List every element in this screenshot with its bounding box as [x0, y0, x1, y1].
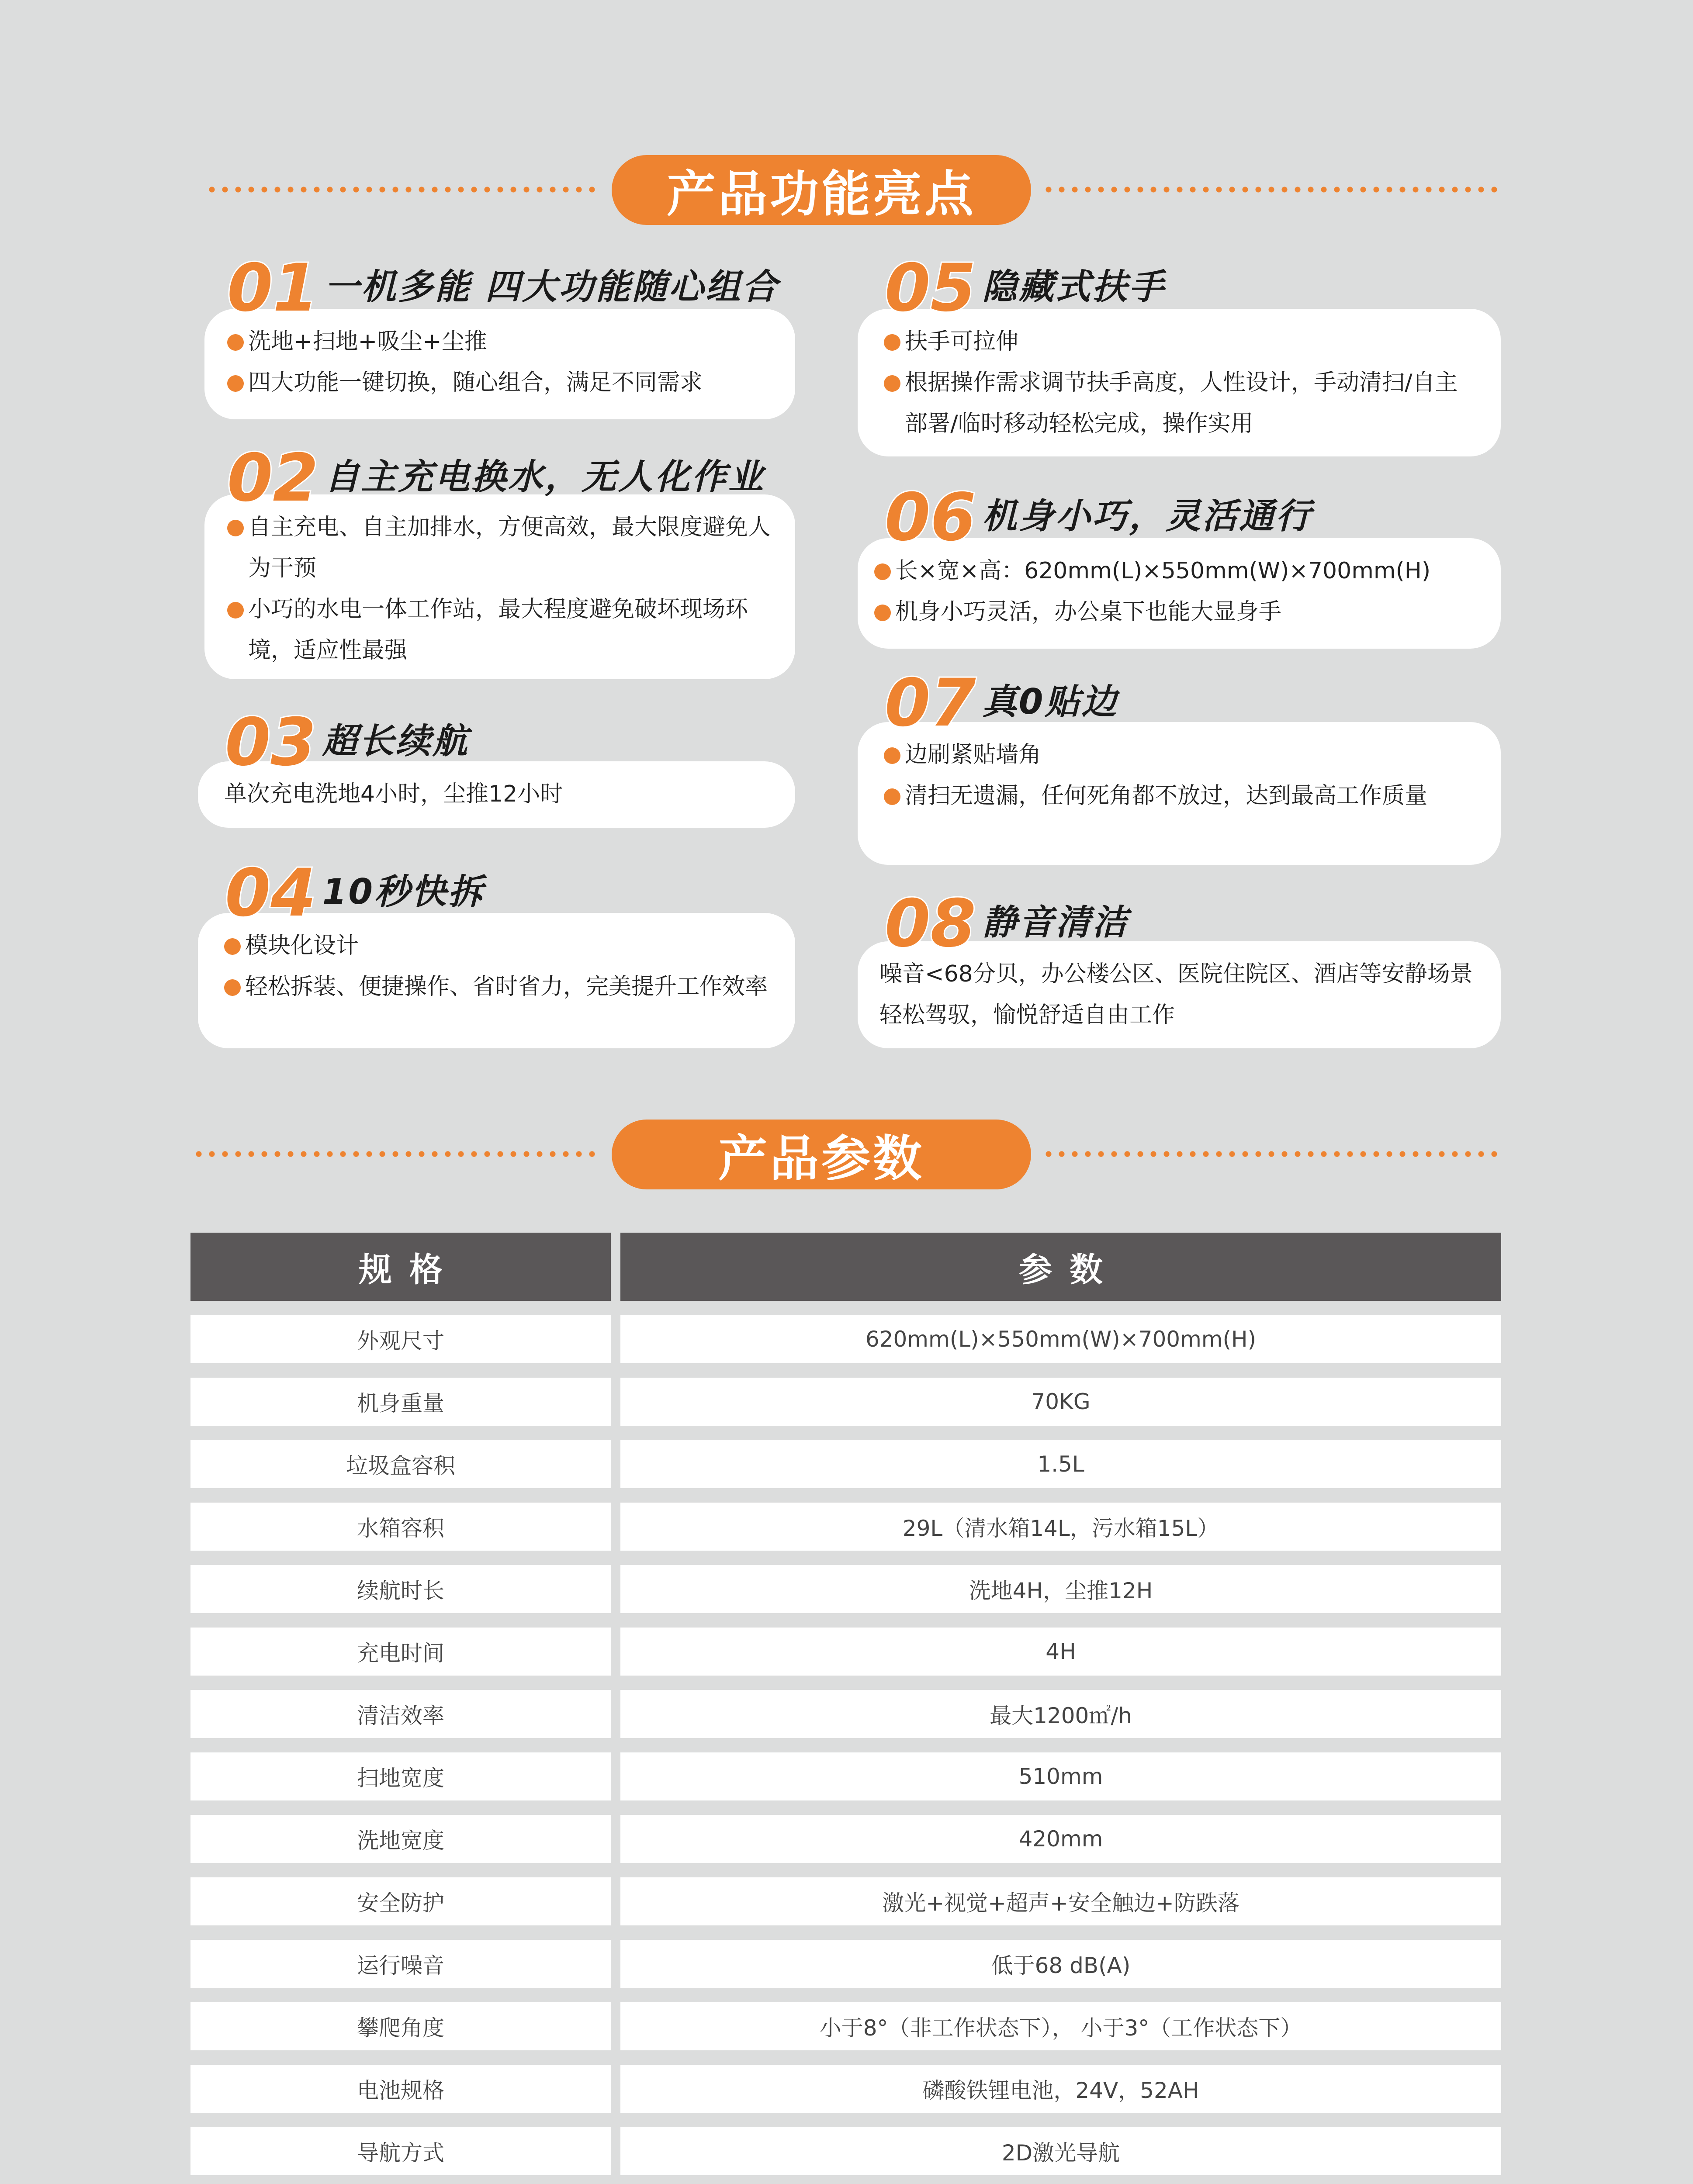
feature-04-number: 04: [225, 855, 316, 931]
feature-06-title: 机身小巧，灵活通行: [982, 496, 1312, 536]
spec-value-cell: 510mm: [620, 1752, 1501, 1800]
highlights-section-header: [0, 155, 1693, 225]
table-row-spacer: [190, 2175, 1501, 2184]
spec-name-cell: 充电时间: [190, 1628, 611, 1676]
table-row-spacer: [190, 1488, 1501, 1503]
feature-06: [885, 480, 1490, 649]
table-row: [190, 1440, 1501, 1488]
dotted-divider-left-2: [192, 1151, 599, 1157]
spec-name-cell: 扫地宽度: [190, 1752, 611, 1800]
spec-name-cell: 清洁效率: [190, 1690, 611, 1738]
table-row-spacer: [190, 1863, 1501, 1877]
feature-04-bullet-1: 模块化设计: [224, 925, 773, 966]
table-row: [190, 1877, 1501, 1925]
spec-value-cell: 620mm(L)×550mm(W)×700mm(H): [620, 1315, 1501, 1363]
feature-03-title: 超长续航: [322, 721, 469, 761]
feature-04-heading: [225, 855, 485, 931]
feature-05-bullet-1: 扶手可拉伸: [884, 321, 1479, 362]
feature-04-bullet-2: 轻松拆装、便捷操作、省时省力，完美提升工作效率: [224, 966, 773, 1007]
table-row-spacer: [190, 1551, 1501, 1565]
dotted-divider-right: [1042, 187, 1501, 193]
spec-name-cell: 电池规格: [190, 2065, 611, 2113]
feature-06-number: 06: [885, 480, 976, 556]
feature-06-bullet-2: 机身小巧灵活，办公桌下也能大显身手: [874, 591, 1496, 632]
feature-08-heading: [885, 886, 1129, 962]
table-row: [190, 1378, 1501, 1426]
table-row-spacer: [190, 1613, 1501, 1628]
feature-02-number: 02: [227, 440, 319, 516]
spec-value-cell: 磷酸铁锂电池，24V，52AH: [620, 2065, 1501, 2113]
feature-03-text: 单次充电洗地4小时，尘推12小时: [224, 781, 563, 807]
spec-name-cell: 运行噪音: [190, 1940, 611, 1988]
feature-01: [227, 251, 795, 419]
feature-08-number: 08: [885, 886, 976, 962]
dotted-divider-right-2: [1042, 1151, 1501, 1157]
feature-05-heading: [885, 250, 1166, 326]
feature-05-bullet-2: 根据操作需求调节扶手高度，人性设计，手动清扫/自主部署/临时移动轻松完成，操作实用: [884, 362, 1479, 444]
spec-table-header-row: [190, 1233, 1501, 1301]
table-row: [190, 1690, 1501, 1738]
table-row-spacer: [190, 2113, 1501, 2127]
feature-04-box: [198, 913, 795, 1048]
feature-06-heading: [885, 480, 1312, 556]
dotted-divider-left: [205, 187, 599, 193]
feature-05-box: [858, 309, 1501, 456]
feature-01-number: 01: [227, 250, 319, 326]
spec-name-cell: 水箱容积: [190, 1503, 611, 1551]
feature-03: [225, 705, 795, 828]
feature-02-bullet-1: 自主充电、自主加排水，方便高效，最大限度避免人为干预: [227, 507, 773, 589]
feature-05-number: 05: [885, 250, 976, 326]
spec-name-cell: 垃圾盒容积: [190, 1440, 611, 1488]
table-row-spacer: [190, 1988, 1501, 2002]
feature-01-title: 一机多能 四大功能随心组合: [324, 266, 779, 307]
spec-value-cell: 1.5L: [620, 1440, 1501, 1488]
feature-02-heading: [227, 440, 765, 516]
spec-value-cell: 最大1200㎡/h: [620, 1690, 1501, 1738]
spec-name-cell: 安全防护: [190, 1877, 611, 1925]
table-row: [190, 2065, 1501, 2113]
table-row: [190, 1628, 1501, 1676]
feature-08-title: 静音清洁: [982, 902, 1129, 943]
table-row: [190, 1752, 1501, 1800]
feature-04: [225, 856, 795, 1048]
table-row: [190, 1815, 1501, 1863]
feature-04-title: 10秒快拆: [322, 871, 485, 912]
feature-03-number: 03: [225, 705, 316, 781]
spec-header-spec: 规格: [190, 1233, 611, 1301]
feature-07-bullet-2: 清扫无遗漏，任何死角都不放过，达到最高工作质量: [884, 775, 1479, 816]
feature-02-box: [204, 494, 795, 679]
spec-value-cell: 420mm: [620, 1815, 1501, 1863]
table-row: [190, 1565, 1501, 1613]
spec-value-cell: 低于68 dB(A): [620, 1940, 1501, 1988]
table-row-spacer: [190, 1301, 1501, 1315]
spec-value-cell: 洗地4H，尘推12H: [620, 1565, 1501, 1613]
spec-name-cell: 机身重量: [190, 1378, 611, 1426]
spec-value-cell: 29L（清水箱14L，污水箱15L）: [620, 1503, 1501, 1551]
feature-02: [227, 441, 795, 679]
spec-name-cell: 导航方式: [190, 2127, 611, 2175]
spec-value-cell: 激光+视觉+超声+安全触边+防跌落: [620, 1877, 1501, 1925]
spec-value-cell: 4H: [620, 1628, 1501, 1676]
feature-07: [885, 666, 1490, 865]
table-row: [190, 1503, 1501, 1551]
params-section-header: [0, 1120, 1693, 1189]
table-row-spacer: [190, 1738, 1501, 1752]
feature-07-box: [858, 722, 1501, 865]
feature-01-bullet-2: 四大功能一键切换，随心组合，满足不同需求: [227, 362, 773, 403]
table-row-spacer: [190, 1426, 1501, 1440]
spec-name-cell: 攀爬角度: [190, 2002, 611, 2050]
feature-07-number: 07: [885, 665, 976, 741]
feature-07-title: 真0贴边: [982, 681, 1118, 722]
params-title: 产品参数: [612, 1120, 1031, 1189]
feature-08: [879, 886, 1490, 1048]
table-row: [190, 1940, 1501, 1988]
table-row-spacer: [190, 1925, 1501, 1940]
table-row: [190, 1315, 1501, 1363]
feature-05-title: 隐藏式扶手: [982, 266, 1166, 307]
spec-table-body: [190, 1301, 1501, 2184]
feature-07-heading: [885, 665, 1118, 741]
spec-header-param: 参数: [620, 1233, 1501, 1301]
spec-name-cell: 外观尺寸: [190, 1315, 611, 1363]
feature-01-bullet-1: 洗地+扫地+吸尘+尘推: [227, 321, 773, 362]
table-row-spacer: [190, 1363, 1501, 1378]
spec-name-cell: 续航时长: [190, 1565, 611, 1613]
table-row-spacer: [190, 1800, 1501, 1815]
spec-name-cell: 洗地宽度: [190, 1815, 611, 1863]
table-row: [190, 2002, 1501, 2050]
spec-value-cell: 70KG: [620, 1378, 1501, 1426]
feature-03-heading: [225, 705, 469, 781]
feature-02-title: 自主充电换水，无人化作业: [324, 456, 765, 497]
feature-08-text: 噪音<68分贝，办公楼公区、医院住院区、酒店等安静场景轻松驾驭，愉悦舒适自由工作: [879, 961, 1473, 1028]
highlights-title: 产品功能亮点: [612, 155, 1031, 225]
table-row-spacer: [190, 1676, 1501, 1690]
table-row: [190, 2127, 1501, 2175]
feature-07-bullet-1: 边刷紧贴墙角: [884, 734, 1479, 775]
feature-02-bullet-2: 小巧的水电一体工作站，最大程度避免破坏现场环境，适应性最强: [227, 589, 773, 671]
table-row-spacer: [190, 2050, 1501, 2065]
feature-06-bullet-1: 长×宽×高：620mm(L)×550mm(W)×700mm(H): [874, 550, 1496, 591]
spec-table: [181, 1233, 1511, 2184]
feature-05: [885, 251, 1490, 456]
feature-01-heading: [227, 250, 779, 326]
spec-value-cell: 小于8°（非工作状态下）， 小于3°（工作状态下）: [620, 2002, 1501, 2050]
spec-value-cell: 2D激光导航: [620, 2127, 1501, 2175]
